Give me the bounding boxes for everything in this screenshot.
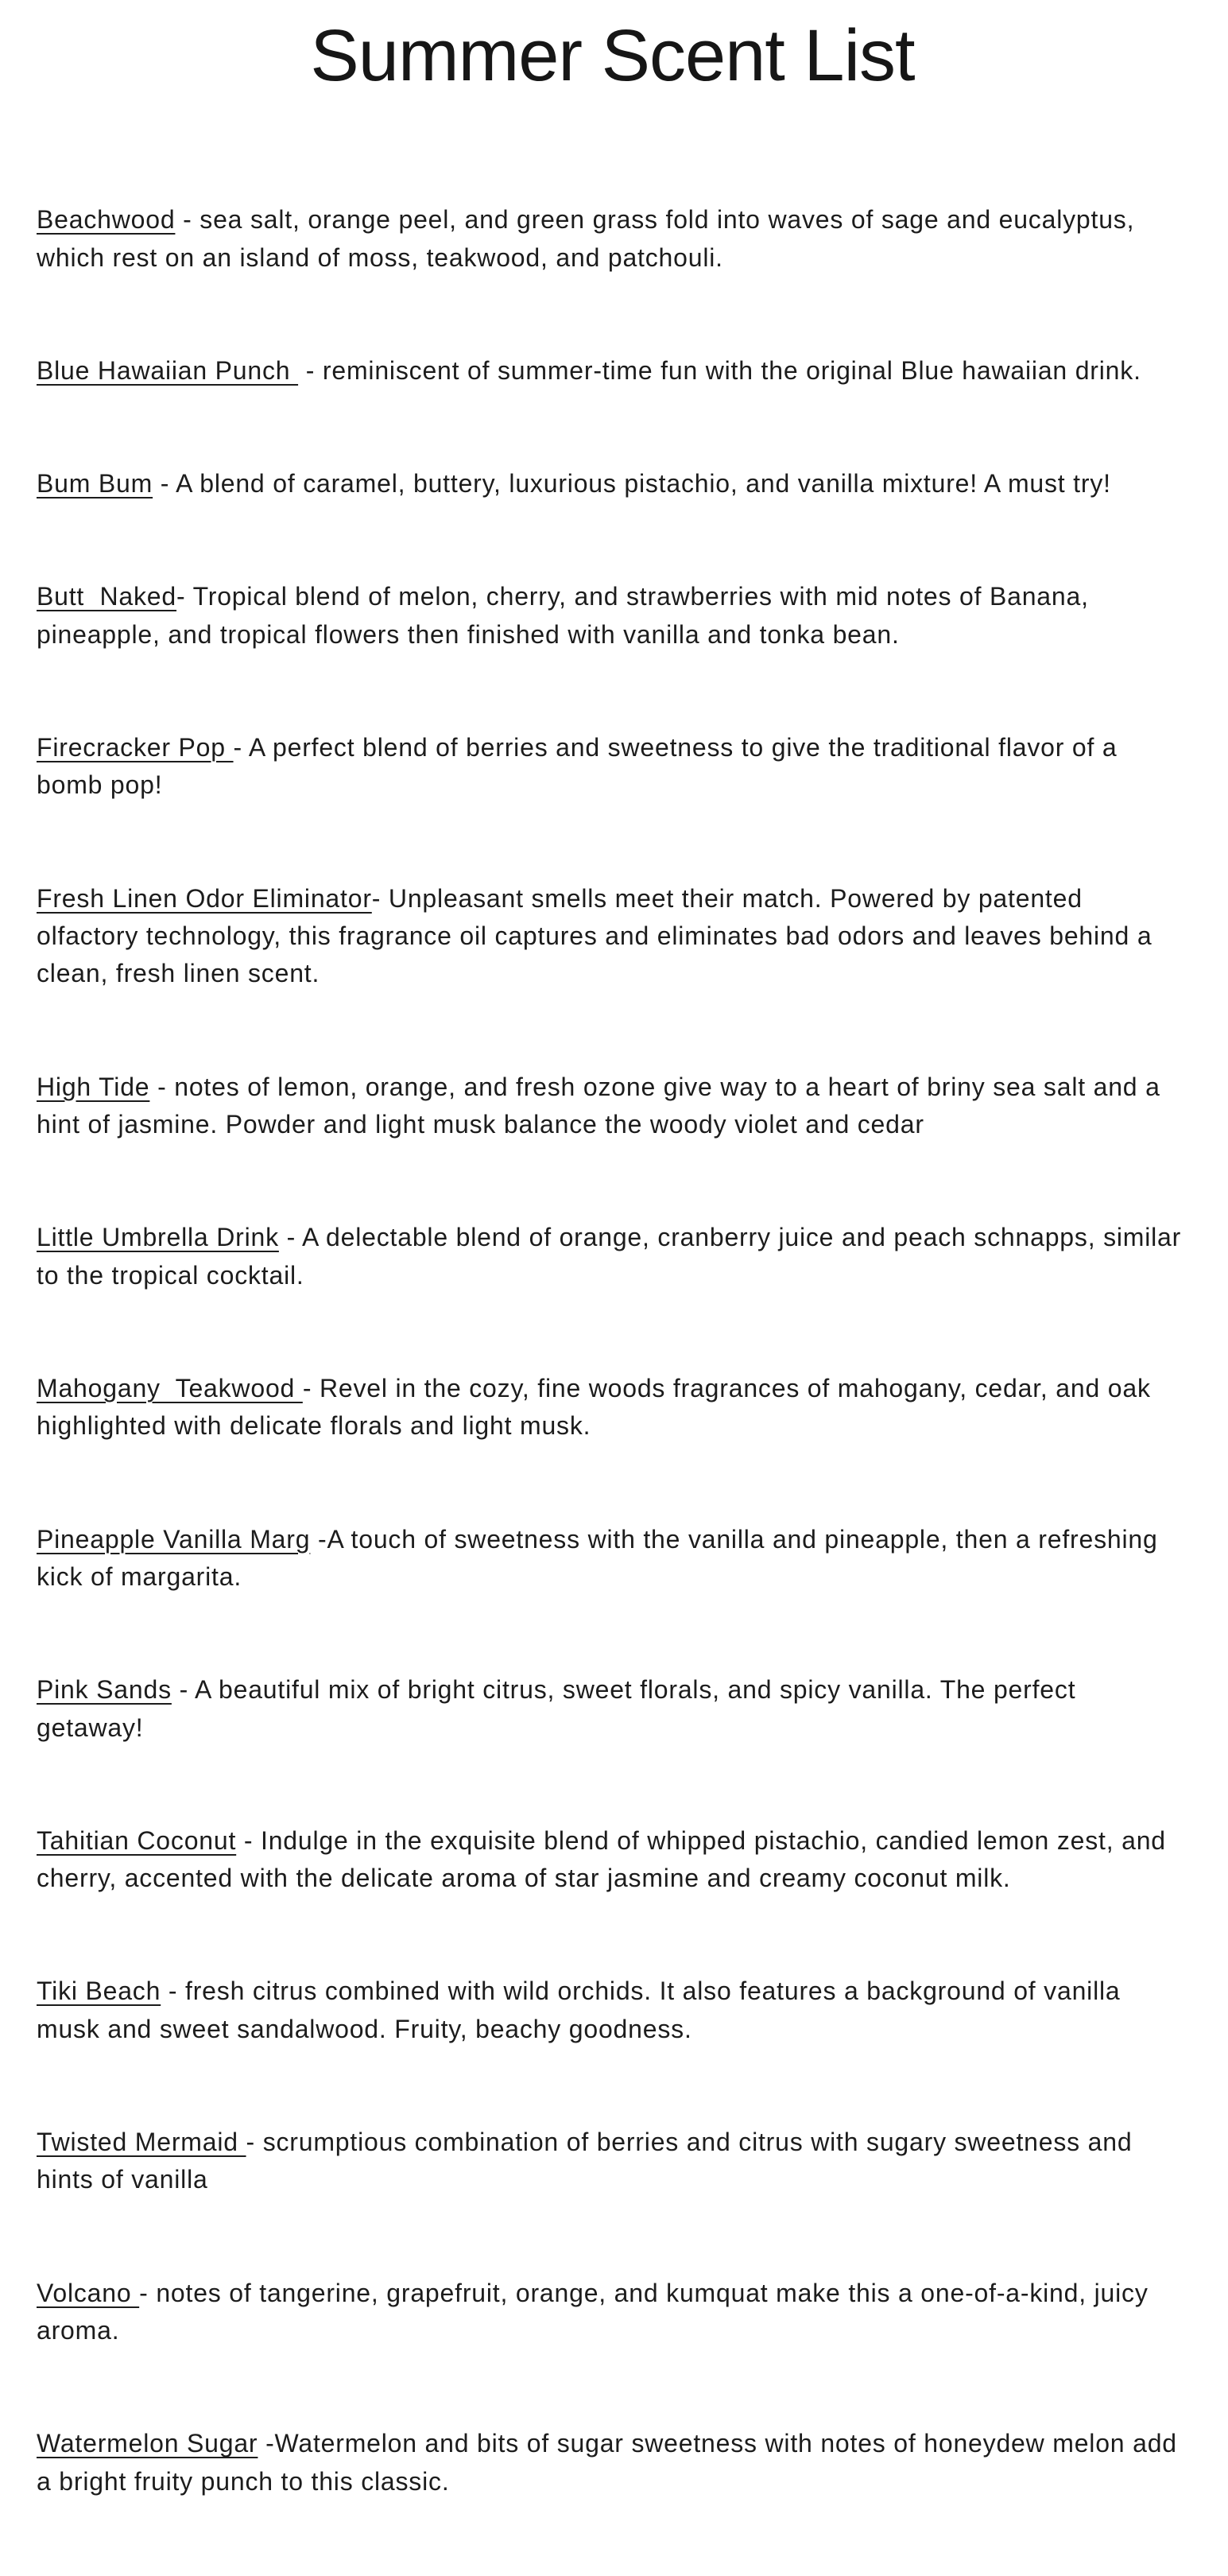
scent-entry (37, 2425, 1188, 2500)
scent-description: -A touch of sweetness with the vanilla and pineapple, then a refreshing kick of margarita. (37, 1524, 1166, 1591)
scent-name: Tiki Beach (37, 1977, 161, 2006)
scent-name: Firecracker Pop (37, 733, 234, 762)
scent-entry (37, 880, 1188, 993)
scent-name: Bum Bum (37, 469, 153, 499)
scent-description: - A blend of caramel, buttery, luxurious pistachio, and vanilla mixture! A must try! (153, 469, 1111, 499)
scent-name: Watermelon Sugar (37, 2429, 258, 2458)
scent-name: Butt Naked (37, 582, 177, 611)
scent-description: - A perfect blend of berries and sweetness to give the traditional flavor of a bomb pop! (37, 733, 1125, 800)
scent-name: Little Umbrella Drink (37, 1223, 279, 1252)
page-title: Summer Scent List (310, 15, 915, 96)
scent-description: - scrumptious combination of berries and citrus with sugary sweetness and hints of vanilla (37, 2128, 1141, 2194)
scent-description: - Unpleasant smells meet their match. Powered by patented olfactory technology, this fragrance oil captures and eliminates bad odors and leaves behind a clean, fresh linen scent. (37, 883, 1160, 988)
scent-entry (37, 352, 1188, 390)
scent-entry (37, 201, 1188, 277)
scent-description: - Tropical blend of melon, cherry, and strawberries with mid notes of Banana, pineapple, and tropical flowers then finished with vanilla and tonka bean. (37, 582, 1097, 649)
scent-entry (37, 729, 1188, 805)
scent-entry (37, 1219, 1188, 1294)
scent-entry (37, 1069, 1188, 1144)
scent-description: - Revel in the cozy, fine woods fragrances of mahogany, cedar, and oak highlighted with delicate florals and light musk. (37, 1373, 1159, 1441)
scent-name: Blue Hawaiian Punch (37, 355, 299, 385)
scent-description: -Watermelon and bits of sugar sweetness with notes of honeydew melon add a bright fruity punch to this classic. (37, 2429, 1185, 2496)
scent-entry (37, 578, 1188, 654)
scent-entry (37, 1822, 1188, 1898)
scent-name: High Tide (37, 1072, 150, 1101)
scent-entry (37, 1671, 1188, 1747)
scent-entry (37, 1370, 1188, 1445)
scent-name: Mahogany Teakwood (37, 1373, 303, 1402)
scent-name: Twisted Mermaid (37, 2128, 246, 2157)
scent-description: - fresh citrus combined with wild orchids. It also features a background of vanilla musk and sweet sandalwood. Fruity, beachy goodness. (37, 1977, 1129, 2043)
scent-name: Beachwood (37, 205, 176, 235)
scent-description: - notes of tangerine, grapefruit, orange, and kumquat make this a one-of-a-kind, juicy aroma. (37, 2278, 1156, 2345)
scent-entry (37, 1521, 1188, 1596)
scent-entry (37, 2124, 1188, 2199)
scent-name: Volcano (37, 2278, 140, 2307)
scent-description: - notes of lemon, orange, and fresh ozone give way to a heart of briny sea salt and a hint of jasmine. Powder and light musk balance the woody violet and cedar (37, 1072, 1168, 1139)
scent-entry (37, 2275, 1188, 2350)
scent-description: - sea salt, orange peel, and green grass fold into waves of sage and eucalyptus, which rest on an island of moss, teakwood, and patchouli. (37, 205, 1142, 272)
scent-description: - reminiscent of summer-time fun with the original Blue hawaiian drink. (298, 355, 1141, 385)
scent-list (37, 126, 1188, 2576)
scent-description: - A beautiful mix of bright citrus, sweet florals, and spicy vanilla. The perfect getaway! (37, 1675, 1084, 1742)
scent-description: - A delectable blend of orange, cranberry juice and peach schnapps, similar to the tropical cocktail. (37, 1223, 1189, 1290)
scent-name: Pineapple Vanilla Marg (37, 1524, 311, 1554)
scent-name: Tahitian Coconut (37, 1825, 237, 1855)
scent-name: Pink Sands (37, 1675, 172, 1705)
scent-description: - Indulge in the exquisite blend of whipped pistachio, candied lemon zest, and cherry, accented with the delicate aroma of star jasmine and creamy coconut milk. (37, 1825, 1174, 1893)
scent-entry (37, 465, 1188, 502)
scent-entry (37, 1973, 1188, 2048)
scent-name: Fresh Linen Odor Eliminator (37, 883, 372, 913)
